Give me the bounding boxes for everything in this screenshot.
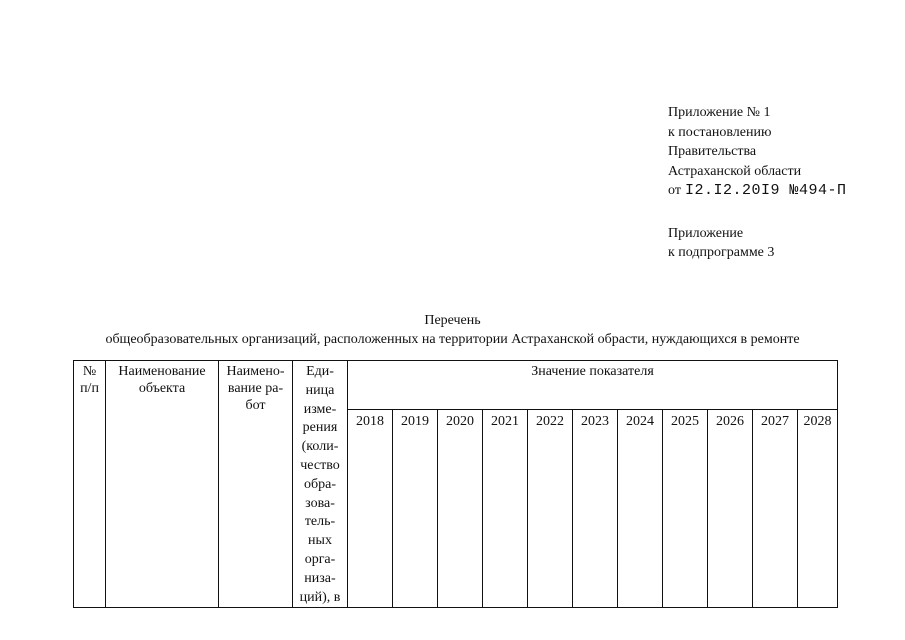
appendix-2-block [668,224,774,262]
header-year-2022: 2022 [528,410,573,608]
header-works-name: Наимено- вание ра- бот [219,361,293,608]
title-line-2: общеобразовательных организаций, расположенных на территории Астраханской обрасти, нуждающихся в ремонте [105,332,800,347]
document-title [0,311,905,349]
header-year-2021: 2021 [483,410,528,608]
schools-table [73,360,838,608]
appendix-2-line: Приложение [668,226,744,241]
appendix-1-line: Правительства [668,144,757,159]
header-object-name: Наименование объекта [106,361,219,608]
appendix-1-line: Астраханской области [668,163,802,179]
header-year-2023: 2023 [573,410,618,608]
header-year-2019: 2019 [393,410,438,608]
appendix-1-block [668,103,846,201]
header-year-2026: 2026 [708,410,753,608]
header-year-2027: 2027 [753,410,798,608]
header-indicator-value: Значение показателя [348,361,838,410]
header-year-2028: 2028 [798,410,838,608]
header-year-2025: 2025 [663,410,708,608]
date-number: I2.I2.20I9 №494-П [684,182,847,199]
header-year-2018: 2018 [348,410,393,608]
header-year-2020: 2020 [438,410,483,608]
header-number: № п/п [74,361,106,608]
date-prefix: от [668,183,681,198]
header-unit: Еди- ница изме- рения (коли- чество обра- зова- тель- ных орга- низа- ций), в [293,361,348,608]
title-line-1: Перечень [424,313,481,328]
appendix-2-line: к подпрограмме 3 [668,245,775,260]
header-year-2024: 2024 [618,410,663,608]
appendix-1-line: Приложение № 1 [668,105,771,120]
appendix-1-date-line [668,181,846,201]
appendix-1-line: к постановлению [668,124,772,140]
